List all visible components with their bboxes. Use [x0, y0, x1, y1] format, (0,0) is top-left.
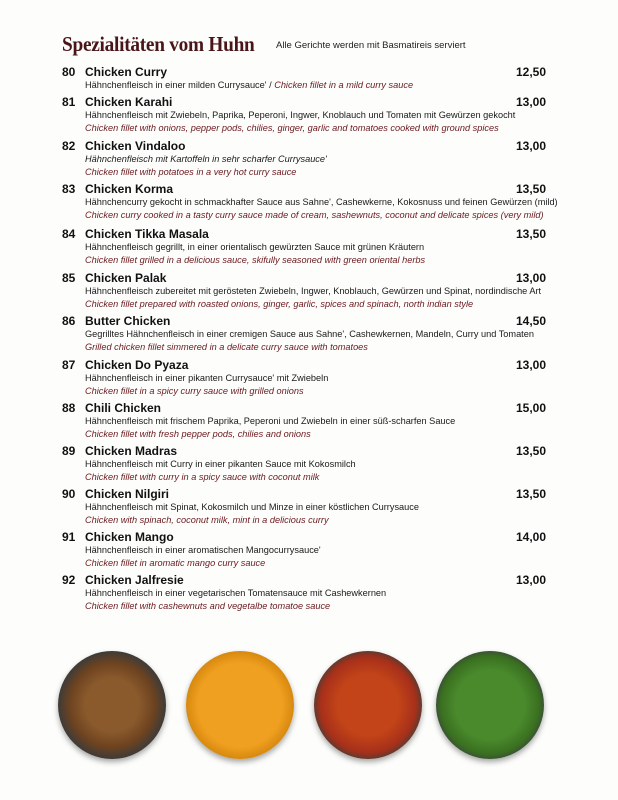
item-description-en: Chicken fillet with cashewnuts and vegetalbe tomatoe sauce [85, 601, 331, 611]
item-number: 92 [62, 573, 76, 587]
item-price: 13,00 [515, 95, 546, 109]
item-description-de: Hähnchenfleisch gegrillt, in einer orientalisch gewürzten Sauce mit grünen Kräutern [85, 242, 425, 252]
item-number: 85 [62, 271, 76, 285]
desc-de-text: Hähnchenfleisch in einer milden Currysauce' / [85, 80, 272, 90]
item-description-de: Gegrilltes Hähnchenfleisch in einer cremigen Sauce aus Sahne', Cashewkernen, Mandeln, Curry und Tomaten [85, 329, 534, 339]
item-name: Chicken Nilgiri [85, 487, 170, 501]
item-description-en: Chicken fillet with onions, pepper pods, chilies, ginger, garlic and tomatoes cooked with ground spices [85, 123, 499, 133]
spice-bowl-turmeric [186, 651, 294, 759]
item-description-de: Hähnchencurry gekocht in schmackhafter Sauce aus Sahne', Cashewkerne, Kokosnuss und feinen Gewürzen (mild) [85, 197, 558, 207]
spice-bowl-green-herbs [436, 651, 544, 759]
item-number: 90 [62, 487, 76, 501]
item-name: Chicken Curry [85, 65, 168, 79]
item-description-en: Chicken fillet in a spicy curry sauce with grilled onions [85, 386, 304, 396]
item-name: Chicken Vindaloo [85, 139, 186, 153]
item-number: 86 [62, 314, 76, 328]
item-description-en: Chicken curry cooked in a tasty curry sauce made of cream, sashewnuts, coconut and delicate spices (very mild) [85, 210, 544, 220]
item-name: Chicken Madras [85, 444, 178, 458]
item-name: Chicken Jalfresie [85, 573, 184, 587]
item-description-de: Hähnchenfleisch mit frischem Paprika, Peperoni und Zwiebeln in einer süß-scharfen Sauce [85, 416, 456, 426]
item-description-de: Hähnchenfleisch zubereitet mit gerösteten Zwiebeln, Ingwer, Knoblauch, Gewürzen und Spinat, nordindische Art [85, 286, 542, 296]
item-description-de: Hähnchenfleisch in einer vegetarischen Tomatensauce mit Cashewkernen [85, 588, 387, 598]
item-description-de: Hähnchenfleisch in einer aromatischen Mangocurrysauce' [85, 545, 321, 555]
item-number: 82 [62, 139, 76, 153]
item-description-en: Chicken fillet grilled in a delicious sauce, skifully seasoned with green oriental herbs [85, 255, 426, 265]
item-description-en: Chicken fillet prepared with roasted onions, ginger, garlic, spices and spinach, north indian style [85, 299, 474, 309]
item-description-en: Chicken fillet in aromatic mango curry sauce [85, 558, 266, 568]
item-name: Butter Chicken [85, 314, 171, 328]
item-price: 13,00 [515, 573, 546, 587]
item-description-en: Chicken fillet with fresh pepper pods, chilies and onions [85, 429, 311, 439]
item-name: Chicken Korma [85, 182, 174, 196]
item-price: 13,50 [515, 444, 546, 458]
item-number: 80 [62, 65, 76, 79]
item-description-en: Chicken fillet with curry in a spicy sauce with coconut milk [85, 472, 320, 482]
item-price: 13,00 [515, 139, 546, 153]
item-number: 91 [62, 530, 76, 544]
item-number: 87 [62, 358, 76, 372]
item-price: 13,00 [515, 358, 546, 372]
item-price: 14,50 [515, 314, 546, 328]
item-name: Chicken Palak [85, 271, 167, 285]
item-price: 13,50 [515, 487, 546, 501]
item-price: 12,50 [515, 65, 546, 79]
item-description-de: Hähnchenfleisch in einer pikanten Currysauce' mit Zwiebeln [85, 373, 329, 383]
item-price: 14,00 [515, 530, 546, 544]
item-price: 13,50 [515, 227, 546, 241]
item-description-de: Hähnchenfleisch mit Zwiebeln, Paprika, Peperoni, Ingwer, Knoblauch und Tomaten mit Gewürzen gekocht [85, 110, 516, 120]
item-description-de: Hähnchenfleisch mit Curry in einer pikanten Sauce mit Kokosmilch [85, 459, 356, 469]
item-description-de: Hähnchenfleisch mit Spinat, Kokosmilch und Minze in einer köstlichen Currysauce [85, 502, 419, 512]
item-name: Chicken Do Pyaza [85, 358, 189, 372]
item-number: 81 [62, 95, 76, 109]
item-price: 13,50 [515, 182, 546, 196]
spice-bowl-dried-herbs [58, 651, 166, 759]
item-description-de [85, 80, 413, 90]
item-description-en: Chicken fillet in a mild curry sauce [274, 80, 414, 90]
item-description-en: Chicken fillet with potatoes in a very hot curry sauce [85, 167, 297, 177]
item-description-de: Hähnchenfleisch mit Kartoffeln in sehr scharfer Currysauce' [85, 154, 327, 164]
item-number: 89 [62, 444, 76, 458]
item-price: 15,00 [515, 401, 546, 415]
item-name: Chicken Mango [85, 530, 174, 544]
item-name: Chili Chicken [85, 401, 162, 415]
item-number: 83 [62, 182, 76, 196]
item-price: 13,00 [515, 271, 546, 285]
item-description-en: Chicken with spinach, coconut milk, mint in a delicious curry [85, 515, 329, 525]
item-name: Chicken Tikka Masala [85, 227, 209, 241]
item-number: 88 [62, 401, 76, 415]
section-title: Spezialitäten vom Huhn [62, 32, 255, 56]
item-name: Chicken Karahi [85, 95, 173, 109]
spice-bowl-chili-flakes [314, 651, 422, 759]
item-description-en: Grilled chicken fillet simmered in a delicate curry sauce with tomatoes [85, 342, 368, 352]
section-subtitle: Alle Gerichte werden mit Basmatireis serviert [276, 40, 466, 51]
item-number: 84 [62, 227, 76, 241]
